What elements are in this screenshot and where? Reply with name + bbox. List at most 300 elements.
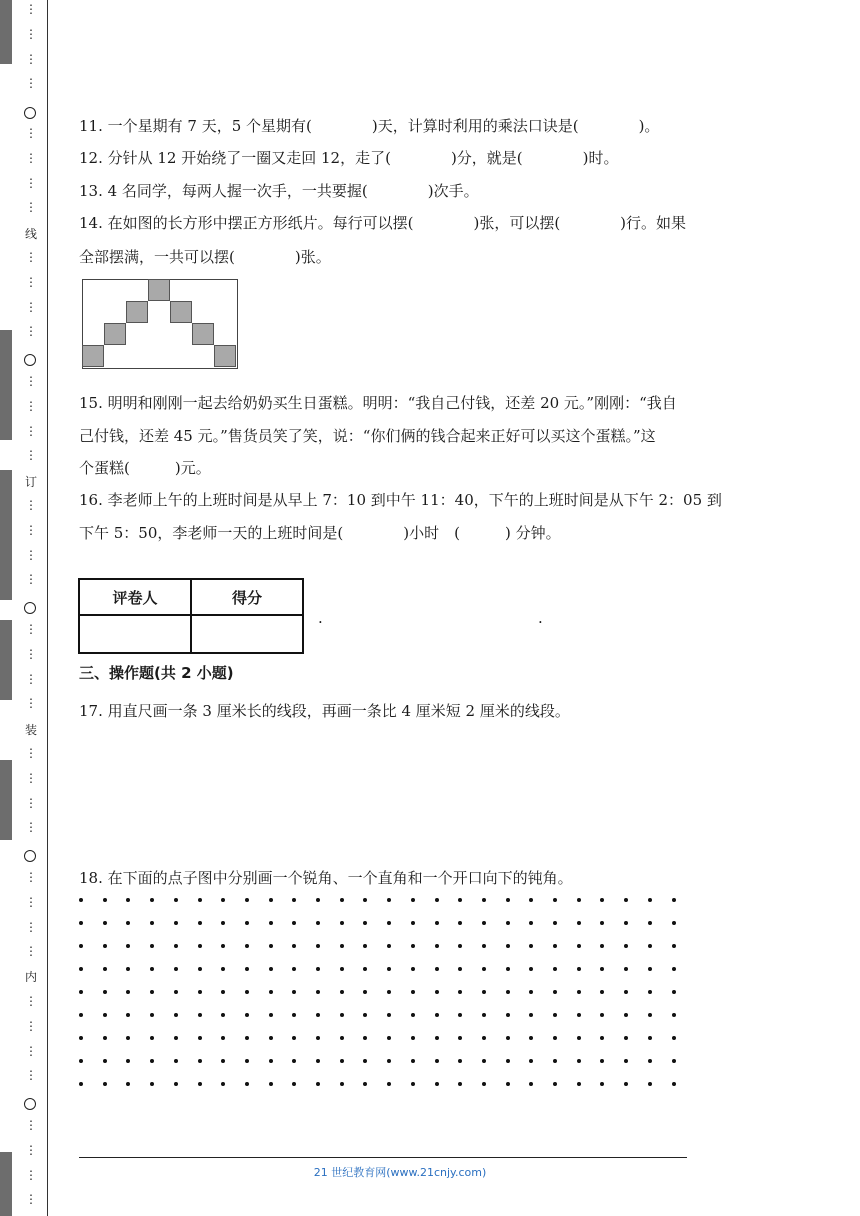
margin-dots: ⋮ bbox=[25, 696, 37, 711]
grid-dot bbox=[600, 990, 604, 994]
grid-dot bbox=[363, 944, 367, 948]
grid-dot bbox=[126, 1036, 130, 1040]
grid-dot bbox=[79, 1059, 83, 1063]
grid-dot bbox=[458, 921, 462, 925]
margin-shade-bottom bbox=[0, 1152, 12, 1216]
margin-shade-mid-4 bbox=[0, 760, 12, 840]
grid-dot bbox=[577, 990, 581, 994]
margin-dots: ⋮ bbox=[25, 894, 37, 909]
question-16-line-1: 16. 李老师上午的上班时间是从早上 7：10 到中午 11：40，下午的上班时间是从下午 2：05 到 bbox=[79, 491, 722, 509]
grid-dot bbox=[600, 1036, 604, 1040]
grid-dot bbox=[103, 1013, 107, 1017]
grid-dot bbox=[482, 1036, 486, 1040]
grid-dot bbox=[529, 1082, 533, 1086]
grid-dot bbox=[600, 967, 604, 971]
margin-dots: ⋮ bbox=[25, 919, 37, 934]
grid-dot bbox=[340, 1036, 344, 1040]
question-16-line-2: 下午 5：50，李老师一天的上班时间是( )小时 ( ) 分钟。 bbox=[79, 524, 561, 542]
grid-dot bbox=[506, 990, 510, 994]
grid-dot bbox=[292, 1036, 296, 1040]
square-paper bbox=[192, 323, 214, 345]
question-15-line-1: 15. 明明和刚刚一起去给奶奶买生日蛋糕。明明：“我自己付钱，还差 20 元。”刚刚：“我自 bbox=[79, 394, 677, 412]
grid-dot bbox=[506, 898, 510, 902]
question-15-line-2: 己付钱，还差 45 元。”售货员笑了笑，说：“你们俩的钱合起来正好可以买这个蛋糕。”这 bbox=[79, 427, 656, 445]
grid-dot bbox=[553, 898, 557, 902]
grid-dot bbox=[553, 1036, 557, 1040]
grid-dot bbox=[577, 921, 581, 925]
grid-dot bbox=[340, 921, 344, 925]
grid-dot bbox=[292, 967, 296, 971]
grid-dot bbox=[245, 1082, 249, 1086]
grid-dot bbox=[458, 990, 462, 994]
grid-dot bbox=[387, 1036, 391, 1040]
grid-dot bbox=[435, 921, 439, 925]
grid-dot bbox=[174, 898, 178, 902]
grid-dot bbox=[411, 921, 415, 925]
grid-dot bbox=[458, 944, 462, 948]
grid-dot bbox=[198, 1013, 202, 1017]
grid-dot bbox=[435, 1082, 439, 1086]
grid-dot bbox=[624, 1036, 628, 1040]
grid-dot bbox=[245, 1036, 249, 1040]
grid-dot bbox=[198, 944, 202, 948]
grid-dot bbox=[245, 944, 249, 948]
grid-dot bbox=[221, 1013, 225, 1017]
grid-dot bbox=[529, 944, 533, 948]
grid-dot bbox=[435, 944, 439, 948]
grid-dot bbox=[198, 1082, 202, 1086]
margin-dots: ⋮ bbox=[25, 994, 37, 1008]
margin-dots: ⋮ bbox=[25, 398, 37, 413]
grid-dot bbox=[435, 1059, 439, 1063]
grid-dot bbox=[458, 1059, 462, 1063]
margin-dots: ⋮ bbox=[25, 175, 37, 190]
grid-dot bbox=[506, 967, 510, 971]
grid-dot bbox=[624, 898, 628, 902]
grid-dot bbox=[174, 1036, 178, 1040]
grid-dot bbox=[79, 898, 83, 902]
margin-dots: ⋮ bbox=[25, 1142, 37, 1157]
grid-dot bbox=[198, 1059, 202, 1063]
grid-dot bbox=[506, 1059, 510, 1063]
grid-dot bbox=[174, 921, 178, 925]
grid-dot bbox=[435, 898, 439, 902]
grid-dot bbox=[221, 944, 225, 948]
grid-dot bbox=[387, 944, 391, 948]
grid-dot bbox=[529, 1013, 533, 1017]
margin-dots: ⋮ bbox=[25, 1043, 37, 1058]
grid-dot bbox=[340, 967, 344, 971]
margin-circle bbox=[24, 602, 36, 614]
grid-dot bbox=[435, 1013, 439, 1017]
margin-dots: ⋮ bbox=[25, 324, 37, 339]
grid-dot bbox=[79, 921, 83, 925]
grid-dot bbox=[126, 1082, 130, 1086]
grid-dot bbox=[292, 921, 296, 925]
grid-dot bbox=[245, 921, 249, 925]
margin-border-line bbox=[47, 0, 48, 1216]
grid-dot bbox=[458, 967, 462, 971]
grid-dot bbox=[292, 898, 296, 902]
grid-dot bbox=[174, 967, 178, 971]
grid-dot bbox=[126, 990, 130, 994]
margin-dots: ⋮ bbox=[25, 547, 37, 562]
question-12: 12. 分针从 12 开始绕了一圈又走回 12，走了( )分，就是( )时。 bbox=[79, 149, 619, 167]
margin-dots: ⋮ bbox=[25, 2, 37, 16]
grid-dot bbox=[79, 1082, 83, 1086]
grid-dot bbox=[126, 944, 130, 948]
grid-dot bbox=[174, 1082, 178, 1086]
square-paper bbox=[214, 345, 236, 367]
square-paper bbox=[82, 345, 104, 367]
grid-dot bbox=[340, 1059, 344, 1063]
grid-dot bbox=[529, 921, 533, 925]
score-cell[interactable] bbox=[191, 615, 303, 653]
grid-dot bbox=[648, 1036, 652, 1040]
grid-dot bbox=[245, 967, 249, 971]
grid-dot bbox=[648, 898, 652, 902]
margin-dots: ⋮ bbox=[25, 274, 37, 289]
margin-label-zhuang: 装 bbox=[24, 723, 37, 737]
grid-dot bbox=[458, 1013, 462, 1017]
grid-dot bbox=[174, 1059, 178, 1063]
grid-dot bbox=[577, 1082, 581, 1086]
grid-dot bbox=[103, 990, 107, 994]
grid-dot bbox=[363, 898, 367, 902]
grid-dot bbox=[103, 1036, 107, 1040]
stray-dot: . bbox=[318, 609, 323, 627]
margin-dots: ⋮ bbox=[25, 448, 37, 463]
grid-dot bbox=[340, 898, 344, 902]
grid-dot bbox=[316, 1013, 320, 1017]
margin-dots: ⋮ bbox=[25, 423, 37, 438]
grid-dot bbox=[411, 1036, 415, 1040]
grid-dot bbox=[198, 1036, 202, 1040]
margin-shade-mid-1 bbox=[0, 330, 12, 440]
grid-dot bbox=[316, 1082, 320, 1086]
grid-dot bbox=[458, 1036, 462, 1040]
grid-dot bbox=[292, 1059, 296, 1063]
section-3-title: 三、操作题(共 2 小题) bbox=[79, 664, 234, 682]
grid-dot bbox=[672, 944, 676, 948]
grid-dot bbox=[79, 1036, 83, 1040]
grid-dot bbox=[292, 1082, 296, 1086]
margin-dots: ⋮ bbox=[25, 671, 37, 686]
grid-dot bbox=[150, 1013, 154, 1017]
grid-dot bbox=[174, 1013, 178, 1017]
grid-dot bbox=[103, 944, 107, 948]
grid-dot bbox=[529, 898, 533, 902]
score-table bbox=[78, 578, 304, 654]
margin-dots: ⋮ bbox=[25, 374, 37, 388]
margin-dots: ⋮ bbox=[25, 126, 37, 140]
grid-dot bbox=[150, 1036, 154, 1040]
margin-dots: ⋮ bbox=[25, 299, 37, 314]
grid-dot bbox=[387, 898, 391, 902]
grid-dot bbox=[269, 1082, 273, 1086]
grid-dot bbox=[363, 921, 367, 925]
grid-dot bbox=[577, 1036, 581, 1040]
grid-dot bbox=[553, 921, 557, 925]
grid-dot bbox=[387, 1059, 391, 1063]
grid-dot bbox=[624, 921, 628, 925]
margin-dots: ⋮ bbox=[25, 51, 37, 66]
grid-dot bbox=[506, 1036, 510, 1040]
margin-dots: ⋮ bbox=[25, 522, 37, 537]
grid-dot bbox=[198, 990, 202, 994]
grid-dot bbox=[672, 898, 676, 902]
grid-dot bbox=[174, 944, 178, 948]
grid-dot bbox=[198, 921, 202, 925]
grid-dot bbox=[672, 1082, 676, 1086]
grid-dot bbox=[600, 898, 604, 902]
margin-dots: ⋮ bbox=[25, 1018, 37, 1033]
grid-dot bbox=[672, 1013, 676, 1017]
grid-dot bbox=[553, 1082, 557, 1086]
grid-dot bbox=[553, 944, 557, 948]
grid-dot bbox=[269, 898, 273, 902]
grid-dot bbox=[103, 1059, 107, 1063]
grid-dot bbox=[316, 1059, 320, 1063]
grid-dot bbox=[150, 898, 154, 902]
grid-dot bbox=[411, 967, 415, 971]
grid-dot bbox=[103, 1082, 107, 1086]
grid-dot bbox=[482, 990, 486, 994]
grid-dot bbox=[482, 1013, 486, 1017]
grid-dot bbox=[363, 990, 367, 994]
square-paper bbox=[104, 323, 126, 345]
footer-rule bbox=[79, 1157, 687, 1158]
grid-dot bbox=[482, 1059, 486, 1063]
margin-dots: ⋮ bbox=[25, 1192, 37, 1207]
score-table-header-score: 得分 bbox=[191, 579, 303, 615]
margin-dots: ⋮ bbox=[25, 150, 37, 165]
grid-dot bbox=[624, 1059, 628, 1063]
margin-dots: ⋮ bbox=[25, 1068, 37, 1083]
grid-dot bbox=[126, 1059, 130, 1063]
grid-dot bbox=[363, 1082, 367, 1086]
grid-dot bbox=[292, 944, 296, 948]
grid-dot bbox=[387, 1013, 391, 1017]
grid-dot bbox=[269, 944, 273, 948]
grid-dot bbox=[624, 990, 628, 994]
grid-dot bbox=[553, 967, 557, 971]
grid-dot bbox=[150, 1059, 154, 1063]
grid-dot bbox=[624, 967, 628, 971]
grid-dot bbox=[79, 1013, 83, 1017]
footer bbox=[0, 1164, 860, 1180]
grid-dot bbox=[221, 1082, 225, 1086]
square-paper bbox=[148, 279, 170, 301]
question-14-line-2: 全部摆满，一共可以摆( )张。 bbox=[79, 248, 331, 266]
margin-dots: ⋮ bbox=[25, 1118, 37, 1132]
margin-dots: ⋮ bbox=[25, 572, 37, 587]
margin-dots: ⋮ bbox=[25, 76, 37, 91]
grid-dot bbox=[600, 1059, 604, 1063]
grid-dot bbox=[577, 944, 581, 948]
margin-dots: ⋮ bbox=[25, 622, 37, 636]
grid-dot bbox=[103, 967, 107, 971]
grid-dot bbox=[221, 898, 225, 902]
grid-dot bbox=[529, 967, 533, 971]
grid-dot bbox=[316, 990, 320, 994]
margin-circle bbox=[24, 850, 36, 862]
grid-dot bbox=[221, 990, 225, 994]
grid-dot bbox=[126, 967, 130, 971]
grid-dot bbox=[458, 898, 462, 902]
grid-dot bbox=[553, 990, 557, 994]
grid-dot bbox=[435, 1036, 439, 1040]
grid-dot bbox=[624, 944, 628, 948]
margin-shade-mid-2 bbox=[0, 470, 12, 600]
grid-dot bbox=[150, 944, 154, 948]
grid-dot bbox=[600, 1082, 604, 1086]
grid-dot bbox=[672, 1036, 676, 1040]
grid-dot bbox=[340, 1082, 344, 1086]
grid-dot bbox=[482, 967, 486, 971]
question-15-line-3: 个蛋糕( )元。 bbox=[79, 459, 211, 477]
grid-dot bbox=[600, 944, 604, 948]
margin-dots: ⋮ bbox=[25, 250, 37, 264]
margin-dots: ⋮ bbox=[25, 820, 37, 835]
margin-dotted-line bbox=[20, 0, 42, 1216]
margin-shade-mid-3 bbox=[0, 620, 12, 700]
grid-dot bbox=[648, 1082, 652, 1086]
grid-dot bbox=[126, 1013, 130, 1017]
grid-dot bbox=[577, 898, 581, 902]
grid-dot bbox=[126, 898, 130, 902]
grid-dot bbox=[363, 1059, 367, 1063]
grid-dot bbox=[245, 1013, 249, 1017]
grid-dot bbox=[150, 921, 154, 925]
grid-dot bbox=[482, 944, 486, 948]
grid-dot bbox=[411, 990, 415, 994]
grid-dot bbox=[506, 944, 510, 948]
grid-dot bbox=[648, 1013, 652, 1017]
margin-dots: ⋮ bbox=[25, 770, 37, 785]
grid-dot bbox=[600, 1013, 604, 1017]
margin-dots: ⋮ bbox=[25, 870, 37, 884]
dot-grid[interactable] bbox=[79, 898, 679, 1088]
grid-dot bbox=[411, 1013, 415, 1017]
grid-dot bbox=[221, 1036, 225, 1040]
grid-dot bbox=[506, 1013, 510, 1017]
margin-label-xian: 线 bbox=[24, 227, 37, 241]
grid-dot bbox=[482, 1082, 486, 1086]
grid-dot bbox=[292, 1013, 296, 1017]
grid-dot bbox=[340, 990, 344, 994]
grid-dot bbox=[221, 1059, 225, 1063]
margin-dots: ⋮ bbox=[25, 200, 37, 215]
grid-dot bbox=[316, 1036, 320, 1040]
grid-dot bbox=[126, 921, 130, 925]
grid-dot bbox=[577, 1059, 581, 1063]
grid-dot bbox=[600, 921, 604, 925]
margin-circle bbox=[24, 107, 36, 119]
grid-dot bbox=[506, 1082, 510, 1086]
grid-dot bbox=[245, 898, 249, 902]
grid-dot bbox=[672, 1059, 676, 1063]
grid-dot bbox=[79, 990, 83, 994]
grid-dot bbox=[103, 898, 107, 902]
margin-dots: ⋮ bbox=[25, 646, 37, 661]
grid-dot bbox=[648, 967, 652, 971]
margin-label-nei: 内 bbox=[24, 970, 37, 984]
grid-dot bbox=[316, 921, 320, 925]
grid-dot bbox=[103, 921, 107, 925]
grader-cell[interactable] bbox=[79, 615, 191, 653]
score-table-header-grader: 评卷人 bbox=[79, 579, 191, 615]
margin-dots: ⋮ bbox=[25, 498, 37, 512]
grid-dot bbox=[648, 944, 652, 948]
grid-dot bbox=[672, 921, 676, 925]
grid-dot bbox=[411, 944, 415, 948]
grid-dot bbox=[269, 921, 273, 925]
footer-text: 21 世纪教育网(www.21cnjy.com) bbox=[313, 1166, 487, 1179]
margin-label-ding: 订 bbox=[24, 475, 37, 489]
grid-dot bbox=[482, 898, 486, 902]
grid-dot bbox=[387, 967, 391, 971]
grid-dot bbox=[316, 967, 320, 971]
binding-margin bbox=[0, 0, 50, 1216]
grid-dot bbox=[316, 944, 320, 948]
grid-dot bbox=[411, 1082, 415, 1086]
grid-dot bbox=[411, 1059, 415, 1063]
question-14-line-1: 14. 在如图的长方形中摆正方形纸片。每行可以摆( )张，可以摆( )行。如果 bbox=[79, 214, 687, 232]
grid-dot bbox=[672, 967, 676, 971]
grid-dot bbox=[269, 1013, 273, 1017]
grid-dot bbox=[150, 1082, 154, 1086]
grid-dot bbox=[150, 990, 154, 994]
grid-dot bbox=[577, 1013, 581, 1017]
grid-dot bbox=[363, 1013, 367, 1017]
grid-dot bbox=[363, 1036, 367, 1040]
margin-dots: ⋮ bbox=[25, 26, 37, 41]
grid-dot bbox=[648, 1059, 652, 1063]
grid-dot bbox=[387, 921, 391, 925]
margin-dots: ⋮ bbox=[25, 746, 37, 760]
margin-dots: ⋮ bbox=[25, 1167, 37, 1182]
grid-dot bbox=[648, 921, 652, 925]
question-11: 11. 一个星期有 7 天，5 个星期有( )天，计算时利用的乘法口诀是( )。 bbox=[79, 117, 660, 135]
grid-dot bbox=[269, 967, 273, 971]
grid-dot bbox=[672, 990, 676, 994]
grid-dot bbox=[529, 990, 533, 994]
grid-dot bbox=[529, 1036, 533, 1040]
grid-dot bbox=[269, 990, 273, 994]
margin-circle bbox=[24, 1098, 36, 1110]
grid-dot bbox=[174, 990, 178, 994]
stray-dot: . bbox=[538, 609, 543, 627]
margin-shade-top bbox=[0, 0, 12, 64]
grid-dot bbox=[221, 967, 225, 971]
grid-dot bbox=[363, 967, 367, 971]
grid-dot bbox=[150, 967, 154, 971]
grid-dot bbox=[387, 1082, 391, 1086]
question-17: 17. 用直尺画一条 3 厘米长的线段，再画一条比 4 厘米短 2 厘米的线段。 bbox=[79, 702, 570, 720]
margin-dots: ⋮ bbox=[25, 944, 37, 959]
grid-dot bbox=[340, 1013, 344, 1017]
grid-dot bbox=[245, 990, 249, 994]
question-18: 18. 在下面的点子图中分别画一个锐角、一个直角和一个开口向下的钝角。 bbox=[79, 869, 573, 887]
grid-dot bbox=[482, 921, 486, 925]
grid-dot bbox=[269, 1059, 273, 1063]
grid-dot bbox=[506, 921, 510, 925]
margin-dots: ⋮ bbox=[25, 795, 37, 810]
grid-dot bbox=[316, 898, 320, 902]
grid-dot bbox=[648, 990, 652, 994]
grid-dot bbox=[340, 944, 344, 948]
